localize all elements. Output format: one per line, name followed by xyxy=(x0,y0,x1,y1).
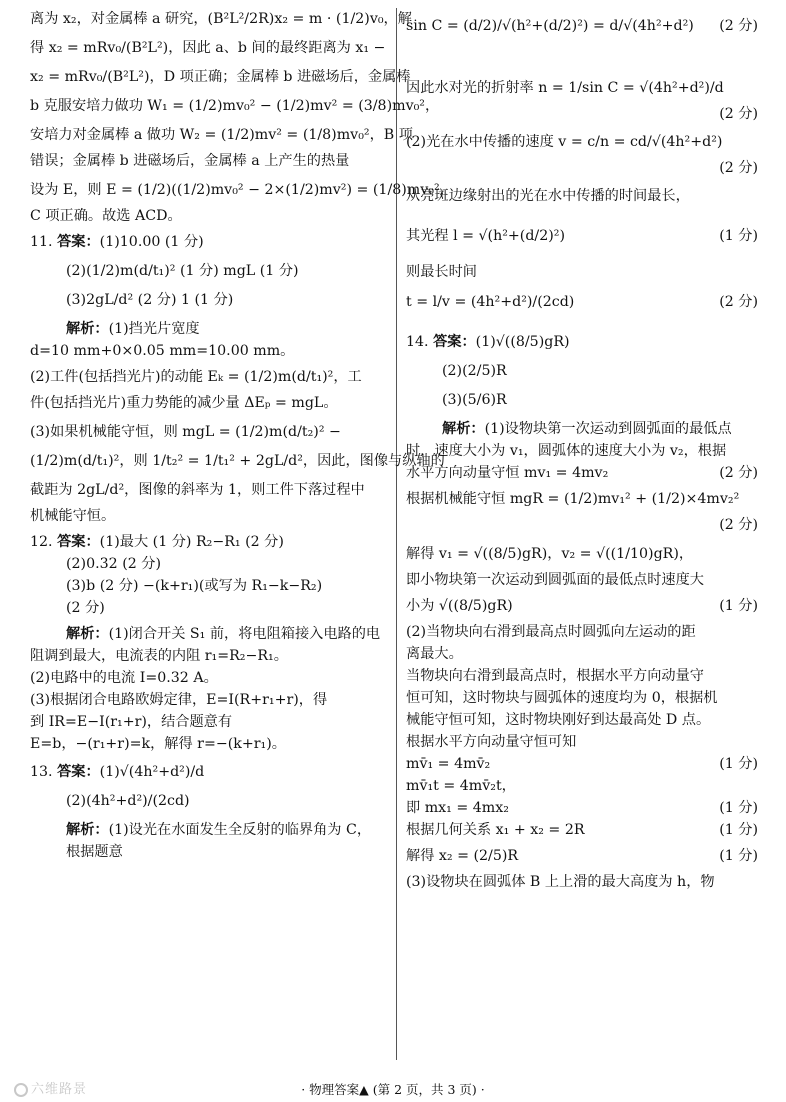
text-line: (2)当物块向右滑到最高点时圆弧向左运动的距 xyxy=(406,624,696,640)
score-label: (1 分) xyxy=(719,756,758,772)
explanation-text: (3)根据闭合电路欧姆定律，E=I(R+r₁+r)，得 xyxy=(30,692,328,708)
text-line: 当物块向右滑到最高点时，根据水平方向动量守 xyxy=(406,668,704,684)
equation-line xyxy=(406,225,758,247)
score-label: (2 分) xyxy=(719,294,758,310)
score-label: (2 分) xyxy=(719,465,758,481)
answer-part: (1)10.00 (1 分) xyxy=(99,234,204,250)
explanation-text: (1)设光在水面发生全反射的临界角为 C， xyxy=(108,822,372,838)
text-line: 械能守恒可知，这时物块刚好到达最高处 D 点。 xyxy=(406,712,711,728)
equation-text: t = l/v = (4h²+d²)/(2cd) xyxy=(406,294,575,310)
text-line: (2)光在水中传播的速度 v = c/n = cd/√(4h²+d²) xyxy=(406,134,723,150)
text-line: 解得 v₁ = √((8/5)gR)，v₂ = √((1/10)gR)， xyxy=(406,546,694,562)
equation-text: 解得 x₂ = (2/5)R xyxy=(406,848,519,864)
column-divider xyxy=(396,8,397,1060)
text-line: 根据水平方向动量守恒可知 xyxy=(406,734,577,750)
explanation-text: 机械能守恒。 xyxy=(30,508,116,524)
text-line: 得 x₂ = mRv₀/(B²L²)，因此 a、b 间的最终距离为 x₁ − xyxy=(30,40,386,56)
equation-text: sin C = (d/2)/√(h²+(d/2)²) = d/√(4h²+d²) xyxy=(406,18,694,34)
text-line: 设为 E，则 E = (1/2)((1/2)mv₀² − 2×(1/2)mv²) = (1/8)mv₀²， xyxy=(30,182,454,198)
answer-label: 答案： xyxy=(57,234,100,250)
text-line: C 项正确。故选 ACD。 xyxy=(30,208,182,224)
answer-part: (2 分) xyxy=(66,600,105,616)
explanation-text: (3)如果机械能守恒，则 mgL = (1/2)m(d/t₂)² − xyxy=(30,424,341,440)
answer-label: 答案： xyxy=(57,764,100,780)
equation-text: 小为 √((8/5)gR) xyxy=(406,598,513,614)
text-line: 离最大。 xyxy=(406,646,463,662)
answer-heading xyxy=(30,231,392,253)
answer-heading xyxy=(406,331,758,353)
score-label: (2 分) xyxy=(719,517,758,533)
answer-heading xyxy=(30,531,392,553)
explanation-heading xyxy=(406,418,758,440)
answer-part: (3)(5/6)R xyxy=(442,392,507,408)
question-number: 13. xyxy=(30,764,53,780)
answer-part: (1)√((8/5)gR) xyxy=(475,334,570,350)
text-line: b 克服安培力做功 W₁ = (1/2)mv₀² − (1/2)mv² = (3/8)mv₀²， xyxy=(30,98,440,114)
answer-part: (2)0.32 (2 分) xyxy=(66,556,161,572)
answer-part: (3)2gL/d² (2 分) 1 (1 分) xyxy=(66,292,234,308)
score-label: (2 分) xyxy=(719,160,758,176)
text-line: mv̄₁t = 4mv̄₂t， xyxy=(406,778,516,794)
answer-heading xyxy=(30,761,392,783)
answer-part: (1)√(4h²+d²)/d xyxy=(99,764,205,780)
text-line: 根据机械能守恒 mgR = (1/2)mv₁² + (1/2)×4mv₂² xyxy=(406,491,740,507)
right-column xyxy=(406,8,758,893)
explanation-text: E=b，−(r₁+r)=k，解得 r=−(k+r₁)。 xyxy=(30,736,286,752)
text-line: (3)设物块在圆弧体 B 上上滑的最大高度为 h，物 xyxy=(406,874,715,890)
score-label: (1 分) xyxy=(719,228,758,244)
explanation-text: (1)挡光片宽度 xyxy=(108,321,200,337)
score-label: (1 分) xyxy=(719,848,758,864)
explanation-text: 根据题意 xyxy=(66,844,123,860)
score-label: (1 分) xyxy=(719,822,758,838)
explanation-label: 解析： xyxy=(66,822,109,838)
score-label: (2 分) xyxy=(719,18,758,34)
explanation-text: d=10 mm+0×0.05 mm=10.00 mm。 xyxy=(30,343,295,359)
page-footer: · 物理答案▲ (第 2 页，共 3 页) · xyxy=(301,1082,485,1097)
explanation-heading xyxy=(30,819,392,841)
question-number: 14. xyxy=(406,334,429,350)
text-line: 从亮斑边缘射出的光在水中传播的时间最长， xyxy=(406,188,690,204)
question-13 xyxy=(30,761,392,863)
explanation-text: 截距为 2gL/d²，图像的斜率为 1，则工件下落过程中 xyxy=(30,482,365,498)
equation-text: 根据几何关系 x₁ + x₂ = 2R xyxy=(406,822,585,838)
answer-part: (1)最大 (1 分) R₂−R₁ (2 分) xyxy=(99,534,284,550)
score-label: (1 分) xyxy=(719,800,758,816)
question-12 xyxy=(30,531,392,755)
equation-text: mv̄₁ = 4mv̄₂ xyxy=(406,756,491,772)
question-number: 11. xyxy=(30,234,53,250)
score-label: (2 分) xyxy=(719,106,758,122)
equation-line xyxy=(406,595,758,617)
text-line: 错误；金属棒 b 进磁场后，金属棒 a 上产生的热量 xyxy=(30,153,350,169)
explanation-heading xyxy=(30,623,392,645)
equation-text: 即 mx₁ = 4mx₂ xyxy=(406,800,509,816)
text-line: 即小物块第一次运动到圆弧面的最低点时速度大 xyxy=(406,572,704,588)
equation-line xyxy=(406,15,758,37)
equation-text: 水平方向动量守恒 mv₁ = 4mv₂ xyxy=(406,465,609,481)
text-line: 离为 x₂，对金属棒 a 研究，(B²L²/2R)x₂ = m · (1/2)v₀，解 xyxy=(30,11,412,27)
text-line: 则最长时间 xyxy=(406,264,477,280)
equation-text: 其光程 l = √(h²+(d/2)²) xyxy=(406,228,565,244)
answer-label: 答案： xyxy=(57,534,100,550)
explanation-text: 到 IR=E−I(r₁+r)，结合题意有 xyxy=(30,714,233,730)
equation-line xyxy=(406,291,758,313)
answer-label: 答案： xyxy=(433,334,476,350)
equation-line xyxy=(406,797,758,819)
equation-line xyxy=(406,462,758,484)
explanation-text: (2)电路中的电流 I=0.32 A。 xyxy=(30,670,218,686)
explanation-text: 时，速度大小为 v₁，圆弧体的速度大小为 v₂，根据 xyxy=(406,443,727,459)
answer-part: (2)(4h²+d²)/(2cd) xyxy=(66,793,190,809)
question-number: 12. xyxy=(30,534,53,550)
equation-line xyxy=(406,753,758,775)
score-label: (1 分) xyxy=(719,598,758,614)
equation-line xyxy=(406,819,758,841)
explanation-text: (1/2)m(d/t₁)²，则 1/t₂² = 1/t₁² + 2gL/d²，因此，图像与纵轴的 xyxy=(30,453,445,469)
watermark-text: 六维路景 xyxy=(31,1082,88,1097)
text-line: x₂ = mRv₀/(B²L²)，D 项正确；金属棒 b 进磁场后，金属棒 xyxy=(30,69,411,85)
explanation-text: (2)工件(包括挡光片)的动能 Eₖ = (1/2)m(d/t₁)²，工 xyxy=(30,369,362,385)
explanation-label: 解析： xyxy=(66,321,109,337)
explanation-label: 解析： xyxy=(66,626,109,642)
question-14 xyxy=(406,331,758,893)
text-line: 恒可知，这时物块与圆弧体的速度均为 0，根据机 xyxy=(406,690,718,706)
answer-part: (2)(1/2)m(d/t₁)² (1 分) mgL (1 分) xyxy=(66,263,299,279)
explanation-text: 件(包括挡光片)重力势能的减少量 ΔEₚ = mgL。 xyxy=(30,395,338,411)
explanation-text: (1)设物块第一次运动到圆弧面的最低点 xyxy=(484,421,732,437)
explanation-heading xyxy=(30,318,392,340)
explanation-label: 解析： xyxy=(442,421,485,437)
explanation-text: (1)闭合开关 S₁ 前，将电阻箱接入电路的电 xyxy=(108,626,381,642)
text-line: 因此水对光的折射率 n = 1/sin C = √(4h²+d²)/d xyxy=(406,80,724,96)
answer-part: (3)b (2 分) −(k+r₁)(或写为 R₁−k−R₂) xyxy=(66,578,323,594)
explanation-text: 阻调到最大，电流表的内阻 r₁=R₂−R₁。 xyxy=(30,648,288,664)
equation-line xyxy=(406,845,758,867)
text-line: 安培力对金属棒 a 做功 W₂ = (1/2)mv² = (1/8)mv₀²，B 项 xyxy=(30,127,413,143)
answer-part: (2)(2/5)R xyxy=(442,363,507,379)
